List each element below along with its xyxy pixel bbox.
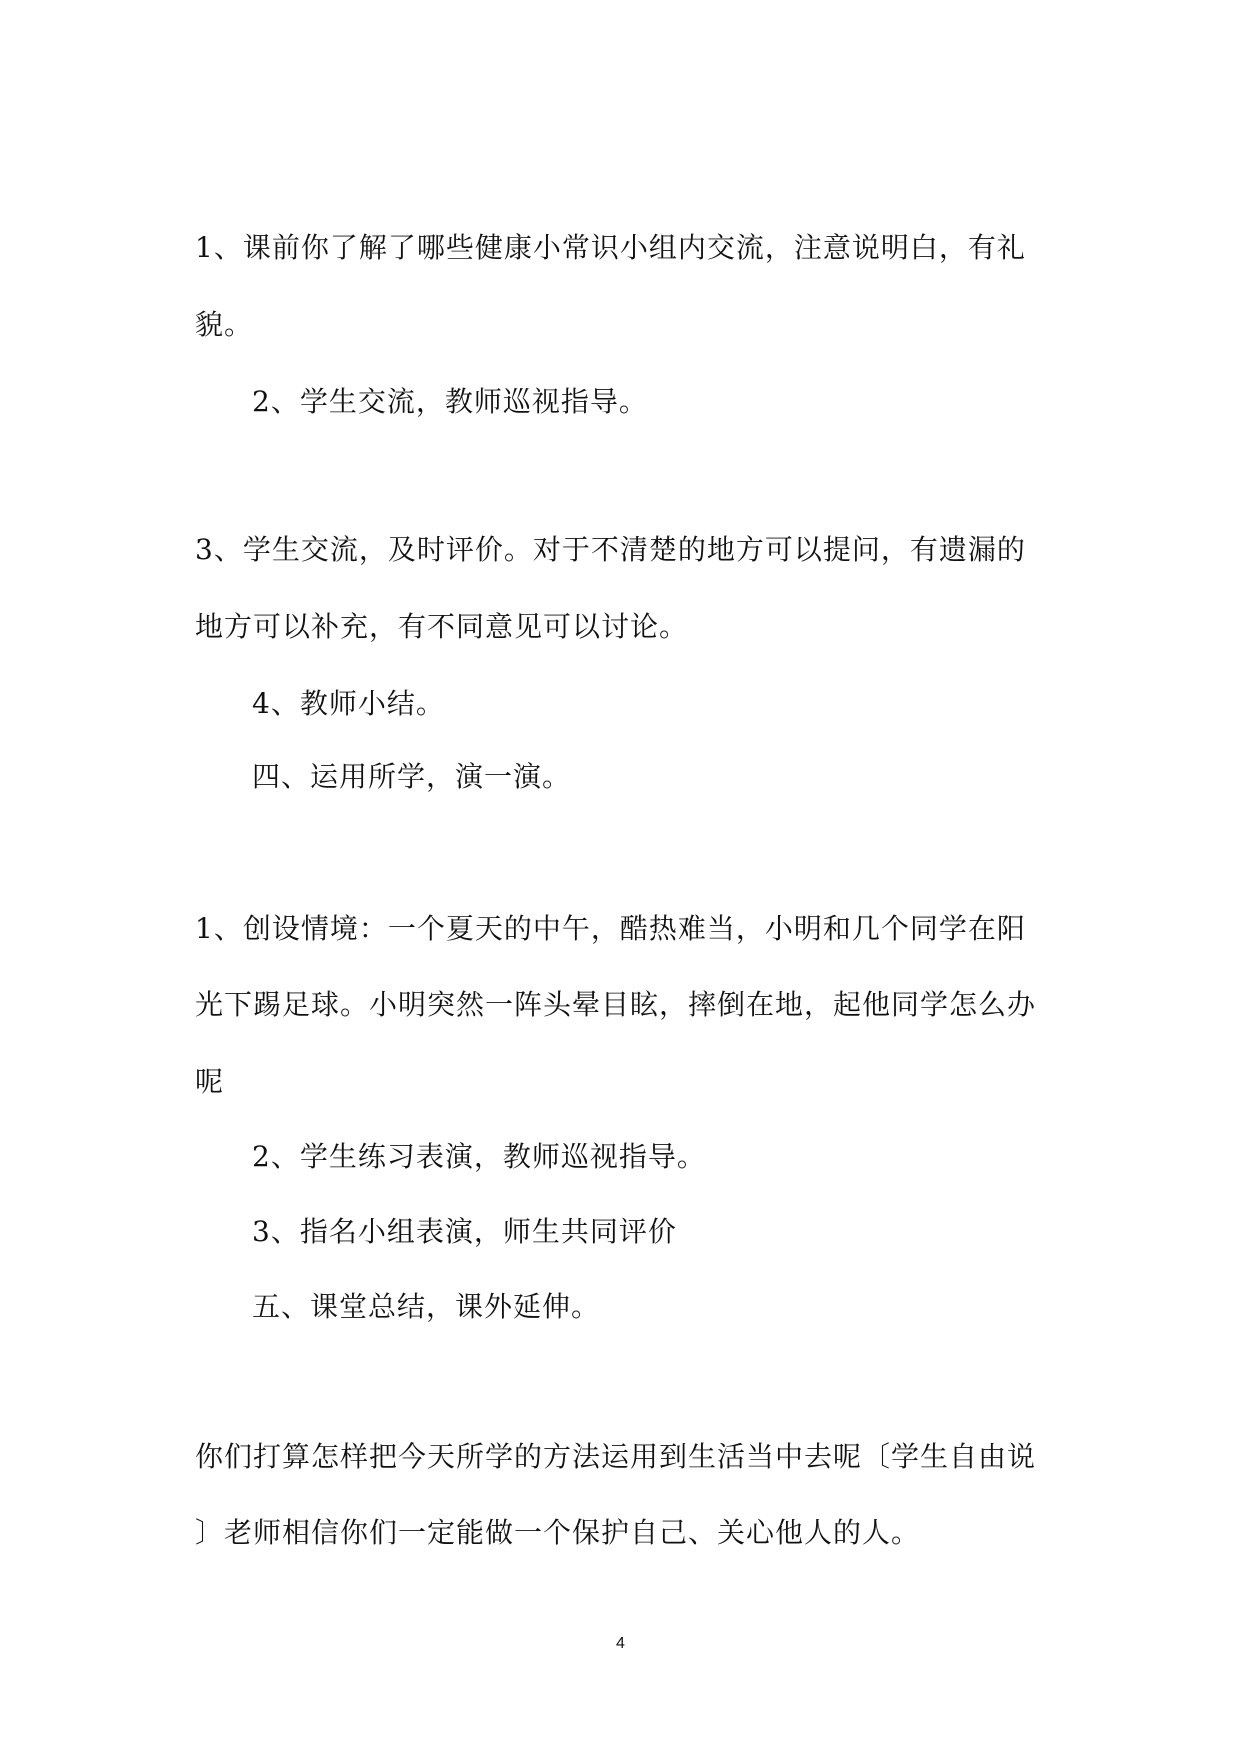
text-line-14: 你们打算怎样把今天所学的方法运用到生活当中去呢〔学生自由说 [195,1440,1037,1473]
text-line-15: 〕老师相信你们一定能做一个保护自己、关心他人的人。 [195,1516,921,1549]
text-line-9: 光下踢足球。小明突然一阵头晕目眩，摔倒在地，起他同学怎么办 [195,988,1037,1021]
text-line-5: 地方可以补充，有不同意见可以讨论。 [195,610,689,643]
text-line-4: 3、学生交流，及时评价。对于不清楚的地方可以提问，有遗漏的 [195,533,1026,566]
text-line-7: 四、运用所学，演一演。 [252,760,572,793]
page-number: 4 [616,1635,625,1652]
text-line-13: 五、课堂总结，课外延伸。 [252,1290,601,1323]
text-line-8: 1、创设情境：一个夏天的中午，酷热难当，小明和几个同学在阳 [195,912,1026,945]
text-line-6: 4、教师小结。 [252,687,445,720]
text-line-12: 3、指名小组表演，师生共同评价 [252,1215,677,1248]
text-line-11: 2、学生练习表演，教师巡视指导。 [252,1140,706,1173]
text-line-3: 2、学生交流，教师巡视指导。 [252,385,648,418]
text-line-1: 1、课前你了解了哪些健康小常识小组内交流，注意说明白，有礼 [195,231,1026,264]
text-line-10: 呢 [195,1065,225,1098]
text-line-2: 貌。 [195,308,254,341]
